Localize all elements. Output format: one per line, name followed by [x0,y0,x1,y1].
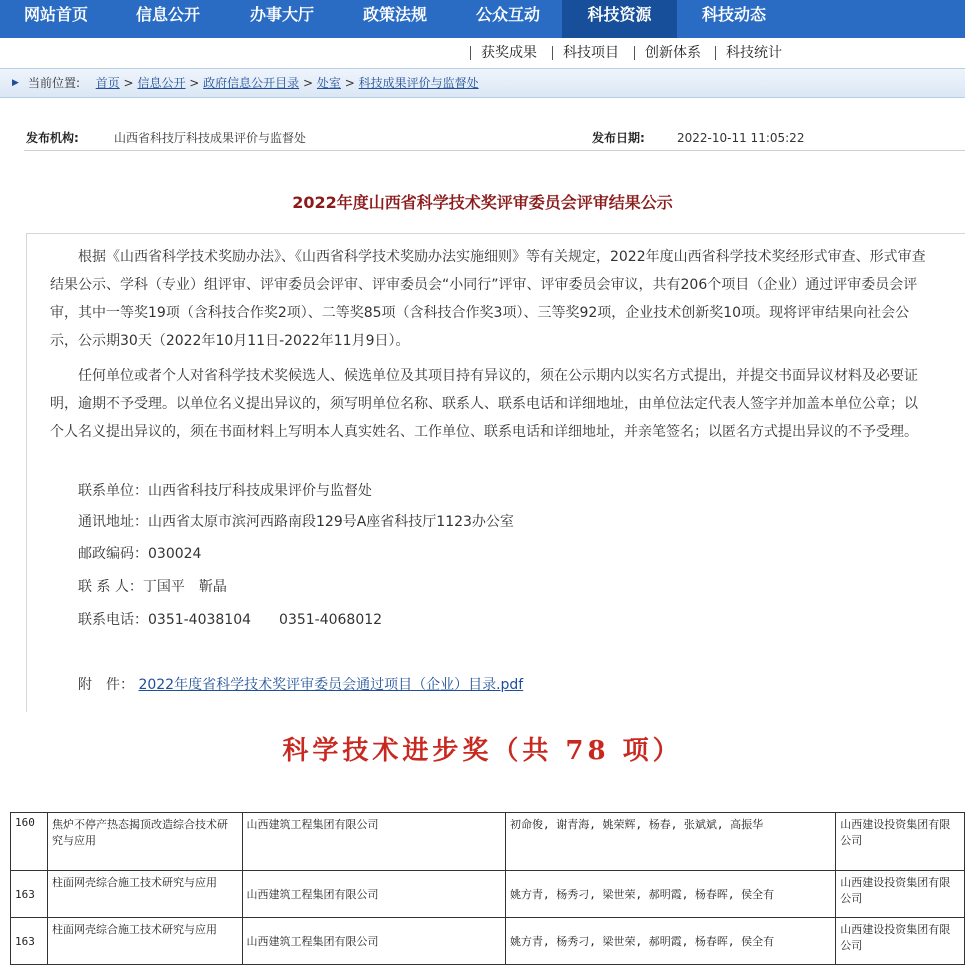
breadcrumb-home[interactable]: 首页 [95,76,120,90]
contact-phone: 联系电话：0351-4038104 0351-4068012 [78,612,383,628]
subnav-item-statistics[interactable]: 科技统计 [726,45,782,61]
subnav-separator [552,46,553,60]
contact-person: 联 系 人：丁国平 靳晶 [78,579,227,595]
breadcrumb-prefix: 当前位置: [28,76,81,90]
breadcrumb-current[interactable]: 科技成果评价与监督处 [358,76,479,90]
row-number: 163 [11,918,48,965]
subnav-item-innovation[interactable]: 创新体系 [645,45,701,61]
breadcrumb-separator: > [189,76,200,90]
project-name: 焦炉不停产热态揭顶改造综合技术研究与应用 [47,813,242,871]
row-number: 160 [11,813,48,871]
nav-item-policy[interactable]: 政策法规 [362,5,427,24]
completing-persons: 初命俊, 谢青海, 姚荣辉, 杨春, 张斌斌, 高振华 [505,813,835,871]
nav-item-service-hall[interactable]: 办事大厅 [249,5,314,24]
paragraph-1: 根据《山西省科学技术奖励办法》、《山西省科学技术奖励办法实施细则》等有关规定，2022年度山西省科学技术奖经形式审查、形式审查结果公示、学科（专业）组评审、评审委员会评审、评审委员会“小同行”评审、评审委员会审议，共有206个项目（企业）通过评审委员会评审，其中一等奖19项（含科技合作奖2项）、二等奖85项（含科技合作奖3项）、三等奖92项，企业技术创新奖10项。现将评审结果向社会公示，公示期30天（2022年10月11日-2022年11月9日）。 [50,249,926,349]
nav-item-tech-news[interactable]: 科技动态 [701,5,766,24]
project-name: 柱面网壳综合施工技术研究与应用 [47,918,242,965]
sub-nav [0,38,965,68]
main-nav [0,0,965,38]
postcode: 邮政编码：030024 [78,546,202,562]
nav-item-home[interactable]: 网站首页 [23,5,88,24]
completing-unit: 山西建筑工程集团有限公司 [242,918,505,965]
date-value: 2022-10-11 11:05:22 [677,131,805,145]
row-number: 163 [11,871,48,918]
contact-unit: 联系单位：山西省科技厅科技成果评价与监督处 [78,483,372,499]
publisher-value: 山西省科技厅科技成果评价与监督处 [114,131,307,145]
page-title: 2022年度山西省科学技术奖评审委员会评审结果公示 [292,193,673,212]
table-row [11,918,965,965]
attachment-link[interactable]: 2022年度省科学技术奖评审委员会通过项目（企业）目录.pdf [138,677,524,693]
table-row [11,813,965,871]
nominating-unit: 山西建设投资集团有限公司 [836,871,965,918]
publisher-label: 发布机构: [26,131,79,145]
completing-unit: 山西建筑工程集团有限公司 [242,813,505,871]
subnav-item-projects[interactable]: 科技项目 [563,45,619,61]
date-label: 发布日期: [592,131,645,145]
project-name: 柱面网壳综合施工技术研究与应用 [47,871,242,918]
paragraph-2: 任何单位或者个人对省科学技术奖候选人、候选单位及其项目持有异议的，须在公示期内以实名方式提出，并提交书面异议材料及必要证明，逾期不予受理。以单位名义提出异议的，须写明单位名称、联系人、联系电话和详细地址，由单位法定代表人签字并加盖本单位公章；以个人名义提出异议的，须在书面材料上写明本人真实姓名、工作单位、联系电话和详细地址，并亲笔签名；以匿名方式提出异议的不予受理。 [50,368,918,440]
breadcrumb-separator: > [303,76,314,90]
nav-item-info-disclosure[interactable]: 信息公开 [135,5,200,24]
subnav-separator [715,46,716,60]
completing-persons: 姚方青, 杨秀刁, 梁世荣, 郝明霞, 杨春晖, 侯全有 [505,871,835,918]
completing-unit: 山西建筑工程集团有限公司 [242,871,505,918]
nominating-unit: 山西建设投资集团有限公司 [836,813,965,871]
breadcrumb-info[interactable]: 信息公开 [137,76,186,90]
breadcrumb-catalog[interactable]: 政府信息公开目录 [203,76,300,90]
completing-persons: 姚方青, 杨秀刁, 梁世荣, 郝明霞, 杨春晖, 侯全有 [505,918,835,965]
subnav-separator [634,46,635,60]
breadcrumb-arrow-icon: ▶ [12,78,19,88]
breadcrumb-department[interactable]: 处室 [316,76,341,90]
breadcrumb-separator: > [123,76,134,90]
breadcrumb [0,68,965,98]
nominating-unit: 山西建设投资集团有限公司 [836,918,965,965]
address: 通讯地址：山西省太原市滨河西路南段129号A座省科技厅1123办公室 [78,514,514,530]
subnav-separator [470,46,471,60]
nav-item-tech-resources[interactable]: 科技资源 [562,0,677,38]
awards-table [10,812,965,965]
attachment-row [78,671,523,699]
nav-item-interaction[interactable]: 公众互动 [475,5,540,24]
table-row [11,871,965,918]
article-meta [24,126,965,151]
attachment-label: 附 件： [78,677,134,693]
breadcrumb-separator: > [344,76,355,90]
subnav-item-awards[interactable]: 获奖成果 [481,45,537,61]
award-category-banner: 科学技术进步奖（共 78 项） [282,736,683,766]
